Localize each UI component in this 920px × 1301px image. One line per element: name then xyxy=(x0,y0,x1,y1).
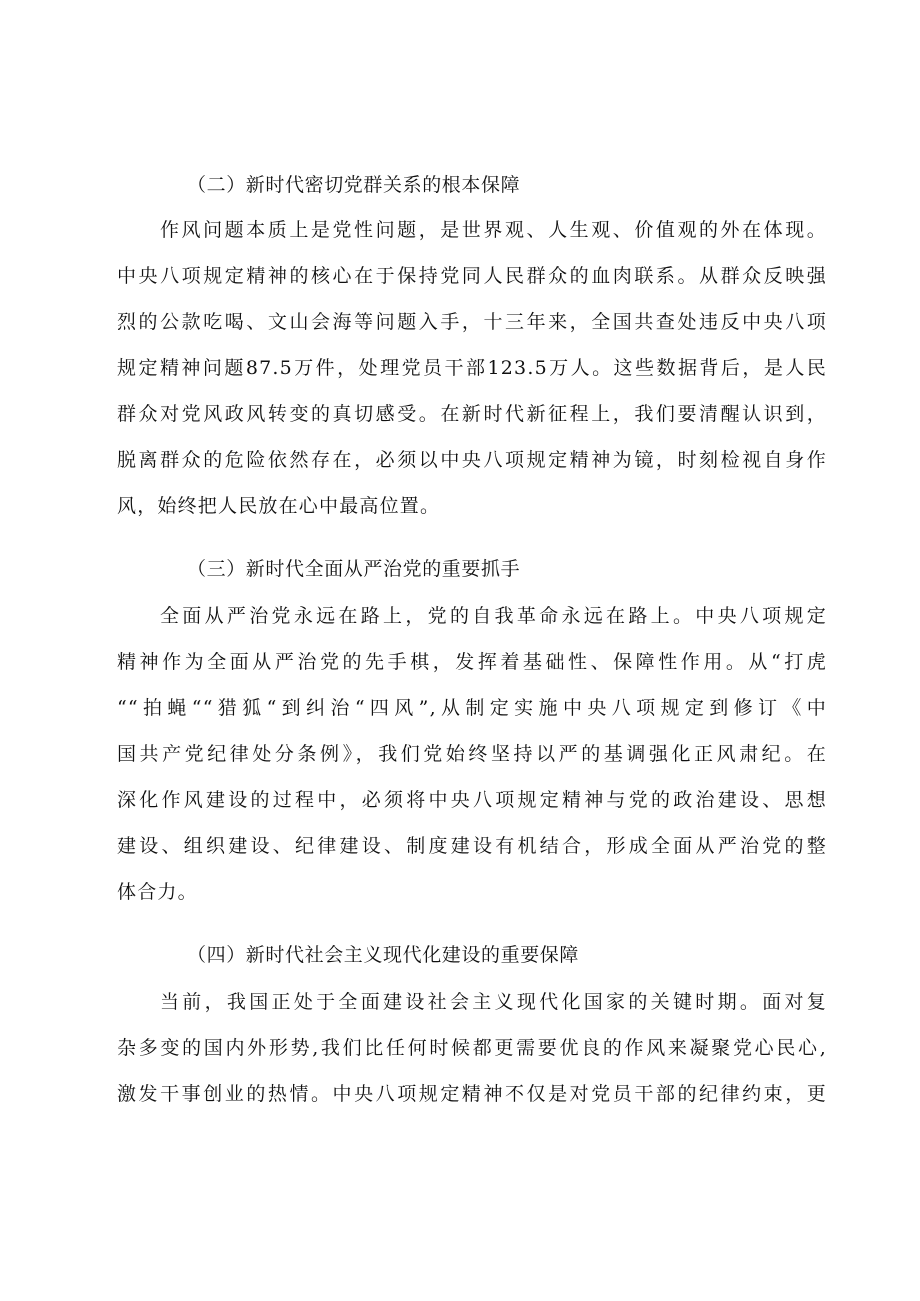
section-heading: （四）新时代社会主义现代化建设的重要保障 xyxy=(187,944,580,966)
paragraph-line: 全面从严治党永远在路上，党的自我革命永远在路上。中央八项规定 xyxy=(160,605,827,627)
paragraph-line: 风，始终把人民放在心中最高位置。 xyxy=(117,495,441,517)
section-heading: （二）新时代密切党群关系的根本保障 xyxy=(187,174,521,196)
paragraph-line: 规定精神问题87.5万件，处理党员干部123.5万人。这些数据背后，是人民 xyxy=(117,357,827,379)
paragraph-line: 体合力。 xyxy=(117,881,198,903)
paragraph-line: 建设、组织建设、纪律建设、制度建设有机结合，形成全面从严治党的整 xyxy=(117,835,827,857)
paragraph-line: ““拍蝇““猎狐“到纠治“四风”,从制定实施中央八项规定到修订《中 xyxy=(117,697,827,719)
paragraph-line: 脱离群众的危险依然存在，必须以中央八项规定精神为镜，时刻检视自身作 xyxy=(117,449,827,471)
paragraph-line: 国共产党纪律处分条例》，我们党始终坚持以严的基调强化正风肃纪。在 xyxy=(117,743,827,765)
paragraph-line: 群众对党风政风转变的真切感受。在新时代新征程上，我们要清醒认识到， xyxy=(117,403,827,425)
paragraph-line: 杂多变的国内外形势,我们比任何时候都更需要优良的作风来凝聚党心民心, xyxy=(117,1037,827,1059)
paragraph-line: 中央八项规定精神的核心在于保持党同人民群众的血肉联系。从群众反映强 xyxy=(117,265,827,287)
paragraph-line: 深化作风建设的过程中，必须将中央八项规定精神与党的政治建设、思想 xyxy=(117,789,827,811)
paragraph-line: 精神作为全面从严治党的先手棋，发挥着基础性、保障性作用。从“打虎 xyxy=(117,651,827,673)
section-heading: （三）新时代全面从严治党的重要抓手 xyxy=(187,558,521,580)
paragraph-line: 作风问题本质上是党性问题，是世界观、人生观、价值观的外在体现。 xyxy=(160,219,827,241)
paragraph-line: 激发干事创业的热情。中央八项规定精神不仅是对党员干部的纪律约束，更 xyxy=(117,1083,827,1105)
paragraph-line: 烈的公款吃喝、文山会海等问题入手，十三年来，全国共查处违反中央八项 xyxy=(117,311,827,333)
paragraph-line: 当前，我国正处于全面建设社会主义现代化国家的关键时期。面对复 xyxy=(160,991,827,1013)
